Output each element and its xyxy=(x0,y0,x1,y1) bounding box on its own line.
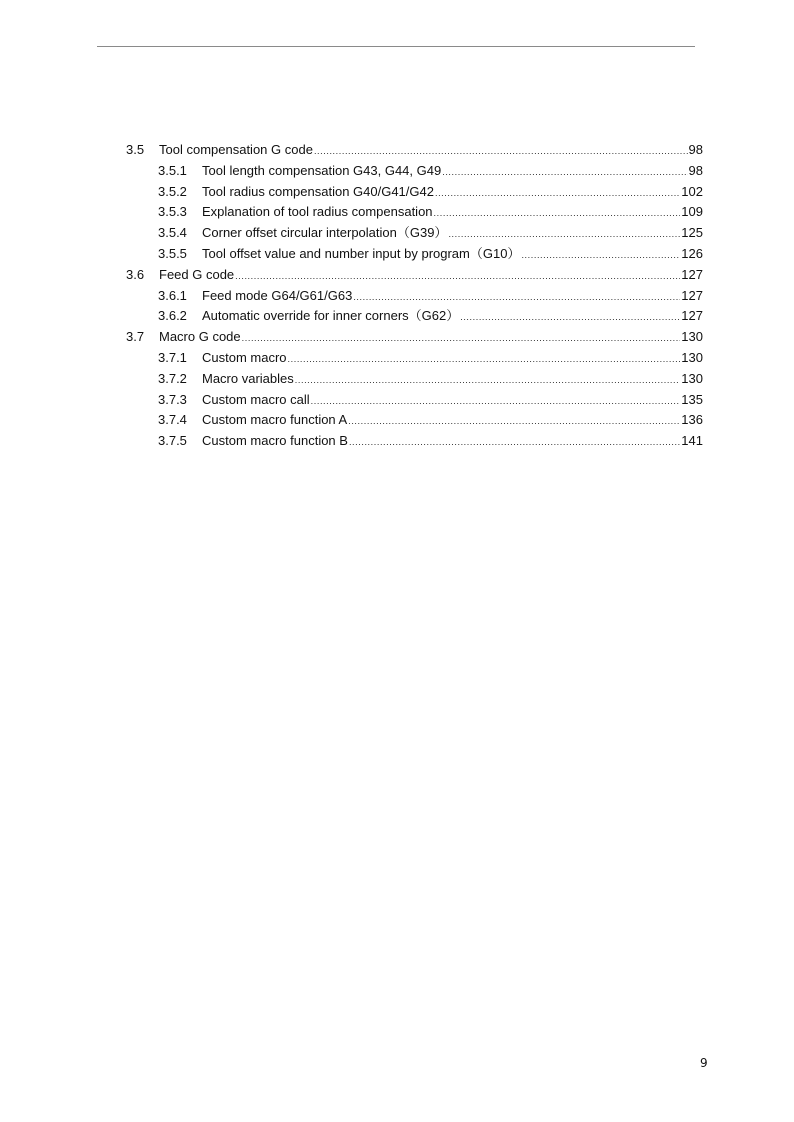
toc-dot-leader xyxy=(235,266,680,287)
toc-entry-page: 109 xyxy=(681,204,703,220)
toc-entry-page: 127 xyxy=(681,287,703,303)
page-number: 9 xyxy=(700,1056,708,1070)
toc-dot-leader xyxy=(448,224,680,245)
toc-entry-number: 3.5.1 xyxy=(158,162,187,178)
toc-entry-title: Corner offset circular interpolation（G39） xyxy=(202,225,448,241)
toc-entry-3-5-1[interactable] xyxy=(126,161,703,182)
toc-entry-title: Feed G code xyxy=(159,266,235,282)
toc-entry-page: 130 xyxy=(681,370,703,386)
toc-dot-leader xyxy=(353,287,680,308)
table-of-contents xyxy=(126,140,703,452)
toc-entry-number: 3.7 xyxy=(126,329,145,345)
toc-entry-title: Explanation of tool radius compensation xyxy=(202,204,433,220)
toc-entry-page: 126 xyxy=(681,245,703,261)
toc-dot-leader xyxy=(288,349,681,370)
toc-entry-page: 127 xyxy=(681,266,703,282)
toc-entry-page: 98 xyxy=(688,162,703,178)
toc-entry-number: 3.6 xyxy=(126,266,145,282)
toc-entry-page: 141 xyxy=(681,433,703,449)
toc-dot-leader xyxy=(521,245,680,266)
toc-entry-3-7-1[interactable] xyxy=(126,348,703,369)
toc-entry-number: 3.6.2 xyxy=(158,308,187,324)
toc-dot-leader xyxy=(435,183,680,204)
toc-entry-title: Feed mode G64/G61/G63 xyxy=(202,287,353,303)
toc-entry-page: 98 xyxy=(688,142,703,157)
toc-entry-3-7-3[interactable] xyxy=(126,390,703,411)
toc-entry-3-6[interactable] xyxy=(126,265,703,286)
toc-dot-leader xyxy=(311,391,681,412)
toc-entry-number: 3.6.1 xyxy=(158,287,187,303)
toc-entry-number: 3.7.4 xyxy=(158,412,187,428)
toc-entry-title: Custom macro xyxy=(202,349,287,365)
toc-dot-leader xyxy=(460,307,680,328)
toc-entry-3-5-4[interactable] xyxy=(126,223,703,244)
toc-entry-page: 135 xyxy=(681,391,703,407)
toc-entry-number: 3.7.3 xyxy=(158,391,187,407)
toc-entry-title: Custom macro function A xyxy=(202,412,348,428)
toc-entry-title: Macro variables xyxy=(202,370,294,386)
toc-entry-title: Automatic override for inner corners（G62） xyxy=(202,308,460,324)
toc-entry-number: 3.5.4 xyxy=(158,225,187,241)
toc-entry-number: 3.5.5 xyxy=(158,245,187,261)
toc-entry-number: 3.7.5 xyxy=(158,433,187,449)
toc-entry-number: 3.7.1 xyxy=(158,349,187,365)
toc-entry-page: 130 xyxy=(681,329,703,345)
toc-entry-title: Macro G code xyxy=(159,329,241,345)
toc-entry-3-7-4[interactable] xyxy=(126,410,703,431)
toc-entry-page: 125 xyxy=(681,225,703,241)
toc-dot-leader xyxy=(314,141,688,162)
toc-dot-leader xyxy=(348,411,680,432)
toc-entry-title: Tool compensation G code xyxy=(159,142,313,157)
toc-entry-3-5-5[interactable] xyxy=(126,244,703,265)
toc-entry-3-7-2[interactable] xyxy=(126,369,703,390)
header-rule xyxy=(97,46,695,47)
toc-entry-3-6-2[interactable] xyxy=(126,306,703,327)
toc-dot-leader xyxy=(442,162,687,183)
toc-entry-3-7[interactable] xyxy=(126,327,703,348)
toc-dot-leader xyxy=(242,328,681,349)
toc-dot-leader xyxy=(434,203,681,224)
toc-entry-title: Custom macro call xyxy=(202,391,310,407)
toc-entry-page: 130 xyxy=(681,349,703,365)
toc-dot-leader xyxy=(295,370,681,391)
toc-entry-page: 136 xyxy=(681,412,703,428)
toc-entry-3-5-2[interactable] xyxy=(126,182,703,203)
toc-entry-page: 127 xyxy=(681,308,703,324)
toc-entry-3-5[interactable] xyxy=(126,140,703,161)
toc-entry-number: 3.7.2 xyxy=(158,370,187,386)
toc-entry-title: Tool radius compensation G40/G41/G42 xyxy=(202,183,434,199)
toc-entry-title: Tool offset value and number input by program（G10） xyxy=(202,245,521,261)
toc-entry-number: 3.5.2 xyxy=(158,183,187,199)
toc-entry-page: 102 xyxy=(681,183,703,199)
toc-dot-leader xyxy=(349,432,680,453)
toc-entry-3-5-3[interactable] xyxy=(126,202,703,223)
toc-entry-3-6-1[interactable] xyxy=(126,286,703,307)
toc-entry-title: Custom macro function B xyxy=(202,433,348,449)
toc-entry-3-7-5[interactable] xyxy=(126,431,703,452)
toc-entry-number: 3.5.3 xyxy=(158,204,187,220)
toc-entry-title: Tool length compensation G43, G44, G49 xyxy=(202,162,442,178)
toc-entry-number: 3.5 xyxy=(126,142,145,157)
